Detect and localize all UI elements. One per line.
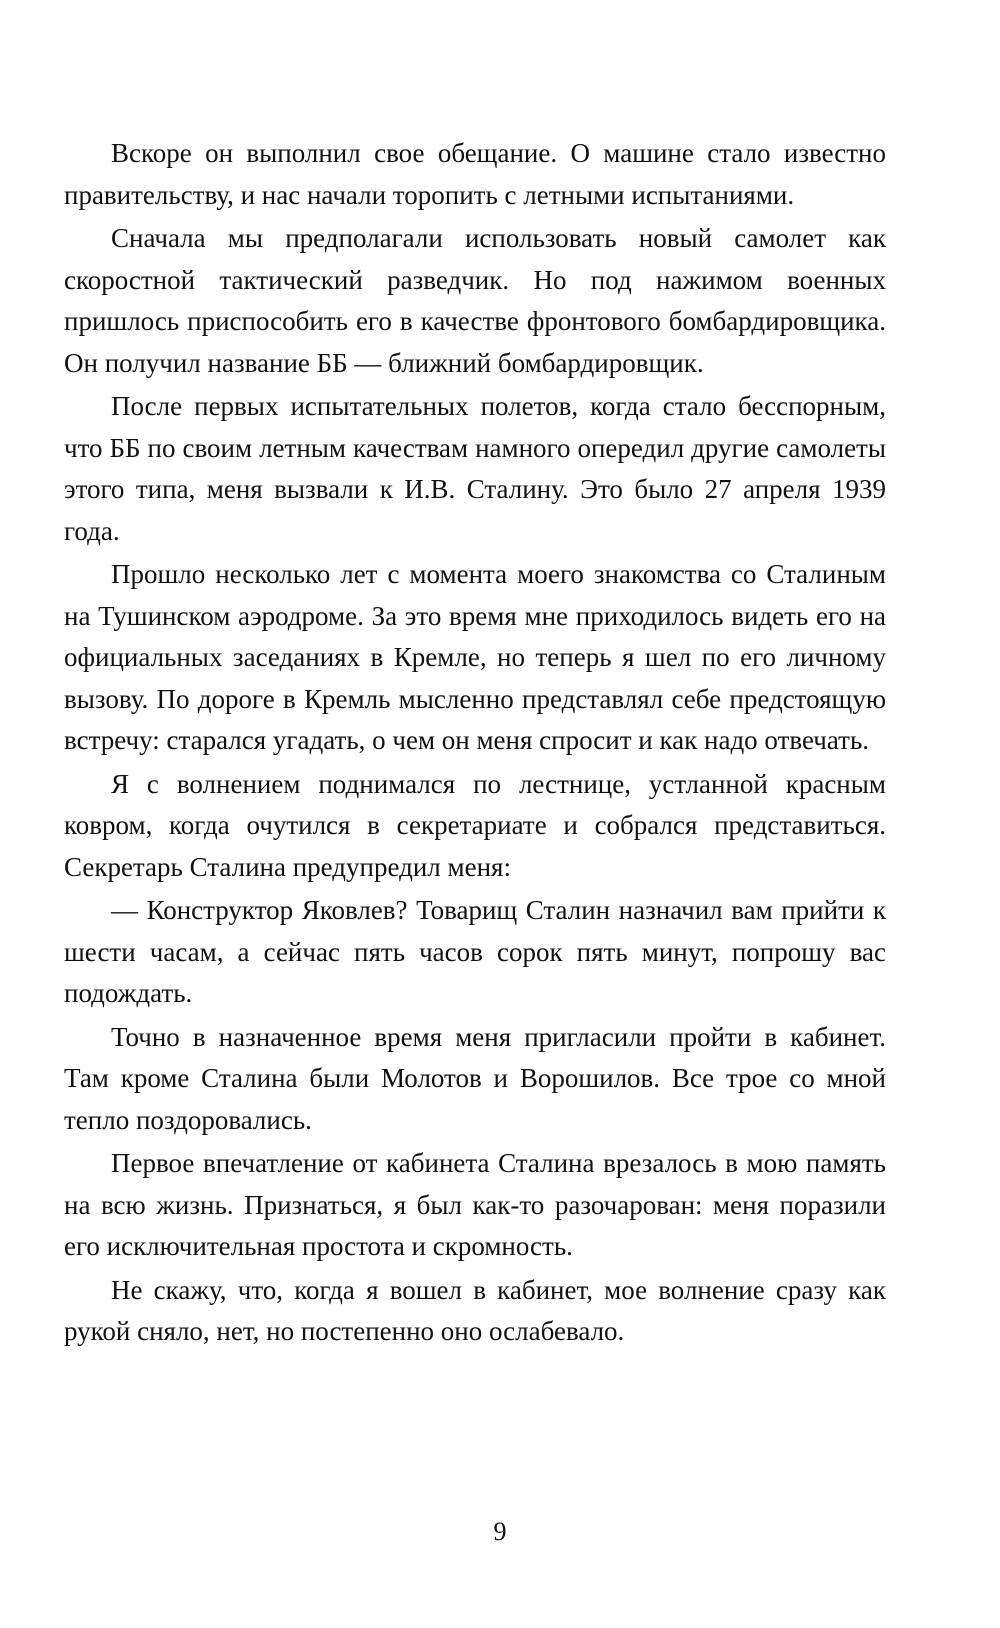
- paragraph: Прошло несколько лет с момента моего знакомства со Сталиным на Тушинском аэродроме. За это время мне приходилось видеть его на официальных заседаниях в Кремле, но теперь я шел по его личному вызову. По дороге в Кремль мысленно представлял себе предстоящую встречу: старался угадать, о чем он меня спросит и как надо отвечать.: [64, 559, 886, 755]
- paragraph: Первое впечатление от кабинета Сталина врезалось в мою память на всю жизнь. Признаться, я был как-то разочарован: меня поразили его исключительная простота и скромность.: [64, 1148, 886, 1261]
- paragraph: Я с волнением поднимался по лестнице, устланной красным ковром, когда очутился в секретариате и собрался представиться. Секретарь Сталина предупредил меня:: [64, 768, 886, 882]
- paragraph: Сначала мы предполагали использовать новый самолет как скоростной тактический разведчик. Но под нажимом военных пришлось приспособить его в качестве фронтового бомбардировщика. Он получил название ББ — ближний бомбардировщик.: [64, 223, 886, 378]
- body-text: [64, 133, 886, 1355]
- paragraph: — Конструктор Яковлев? Товарищ Сталин назначил вам прийти к шести часам, а сейчас пять часов сорок пять минут, попрошу вас подождать.: [64, 895, 886, 1008]
- page-number: 9: [493, 1517, 507, 1546]
- paragraph: Не скажу, что, когда я вошел в кабинет, мое волнение сразу как рукой сняло, нет, но постепенно оно ослабевало.: [64, 1274, 886, 1346]
- paragraph: После первых испытательных полетов, когда стало бесспорным, что ББ по своим летным качествам намного опередил другие самолеты этого типа, меня вызвали к И.В. Сталину. Это было 27 апреля 1939 года.: [64, 391, 886, 546]
- paragraph: Точно в назначенное время меня пригласили пройти в кабинет. Там кроме Сталина были Молотов и Ворошилов. Все трое со мной тепло поздоровались.: [64, 1021, 886, 1135]
- paragraph: Вскоре он выполнил свое обещание. О машине стало известно правительству, и нас начали торопить с летными испытаниями.: [64, 138, 886, 210]
